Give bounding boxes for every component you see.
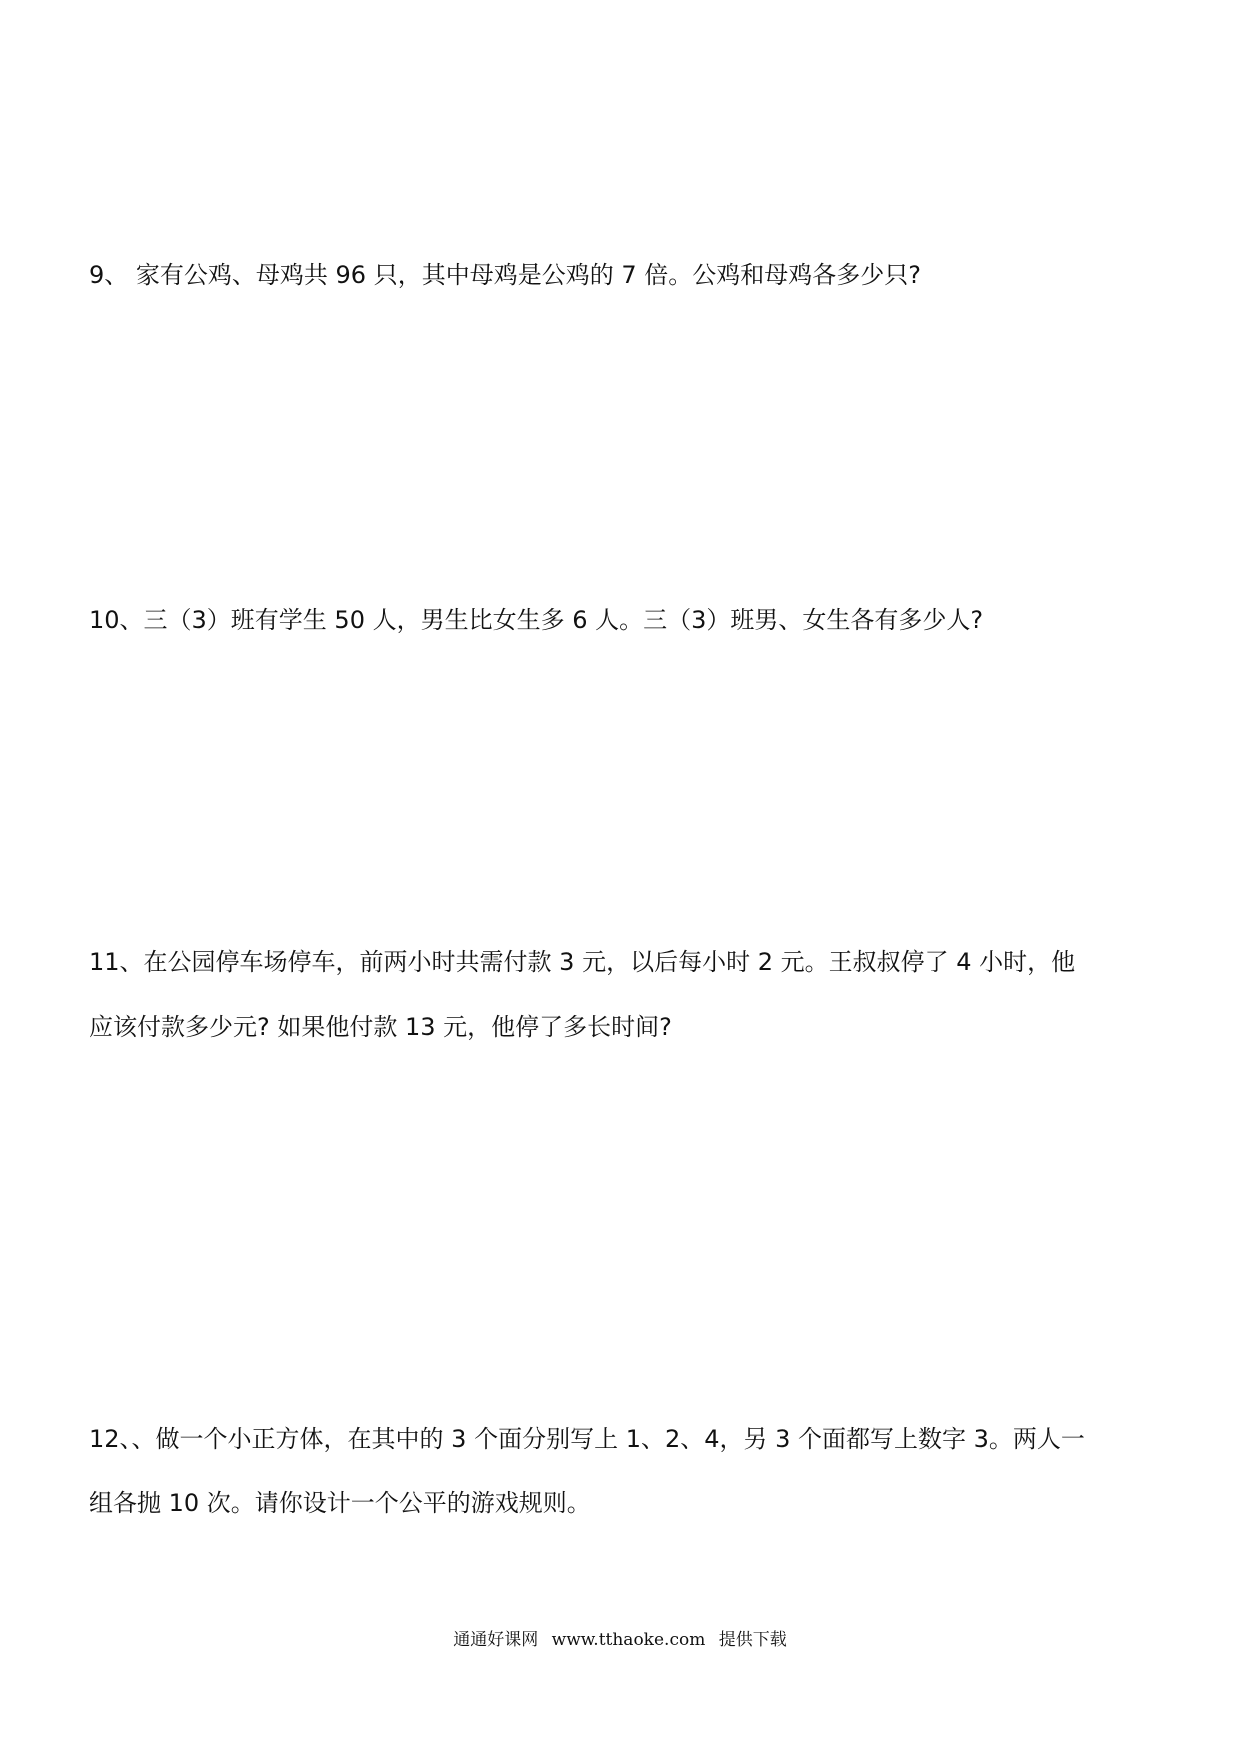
question-11-text-line-1: 11、在公园停车场停车，前两小时共需付款 3 元，以后每小时 2 元。王叔叔停了 4 小时，他 [89, 948, 1076, 976]
question-11-text-line-2: 应该付款多少元? 如果他付款 13 元，他停了多长时间? [89, 1013, 672, 1041]
footer-site-name: 通通好课网 [453, 1630, 539, 1650]
footer-suffix: 提供下载 [718, 1630, 787, 1650]
page-footer [0, 1628, 1240, 1652]
question-12-text-line-2: 组各抛 10 次。请你设计一个公平的游戏规则。 [89, 1489, 591, 1517]
question-9-text: 9、 家有公鸡、母鸡共 96 只，其中母鸡是公鸡的 7 倍。公鸡和母鸡各多少只? [89, 261, 921, 289]
question-10-text: 10、三（3）班有学生 50 人，男生比女生多 6 人。三（3）班男、女生各有多少人? [89, 606, 984, 634]
question-12-text-line-1: 12、、做一个小正方体，在其中的 3 个面分别写上 1、2、4，另 3 个面都写上数字 3。两人一 [89, 1425, 1085, 1453]
footer-url: www.tthaoke.com [551, 1630, 706, 1650]
